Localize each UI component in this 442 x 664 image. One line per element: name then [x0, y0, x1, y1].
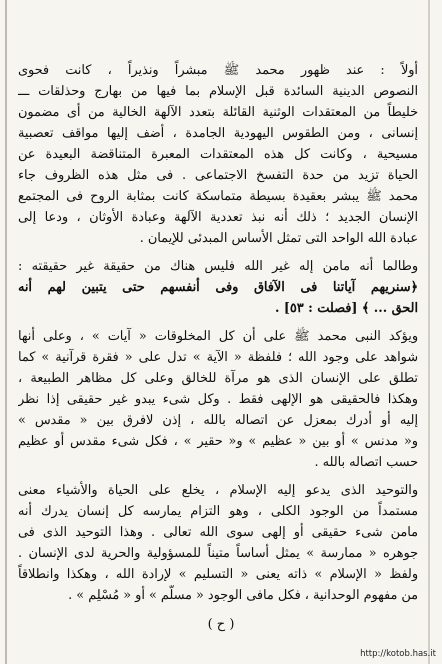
text-line: خليطاً من المعتقدات الوثنية القائلة بتعدد الآلهة الخالية من أى مضمون: [18, 105, 418, 120]
text-line: مستمداً من الوجود الكلى ، وهو التزام يمارسه كل إنسان يدرك أنه: [18, 504, 418, 519]
text-line: مسيحية ، وكانت كل هذه المعتقدات المعبرة المتناقضة البعيدة عن: [18, 147, 418, 162]
text-line: ولفظ « الإسلام » ذاته يعنى « التسليم » لإرادة الله ، وهكذا وانطلاقاً: [18, 567, 418, 582]
text-line: إليه أو أدرك بمعزل عن اتصاله بالله ، إذن لافرق بين « مقدس »: [18, 413, 418, 428]
paragraph-gap: [18, 473, 418, 480]
text-line: جوهره « ممارسة » يمثل أساساً متيناً للمسؤولية والحرية لدى الإنسان .: [18, 546, 418, 561]
text-line: مامن شىء حقيقى أو إلهى سوى الله تعالى . وهذا التوحيد الذى فى: [18, 525, 418, 540]
text-line: من مفهوم الوحدانية ، فكل مافى الوجود « مسلَّم » أو « مُسْلِم » .: [68, 588, 418, 603]
text-line: إنسانى ، ومن الطقوس اليهودية الجامدة ، أضف إليها مواقف تعصبية: [18, 126, 418, 141]
text-line: والتوحيد الذى يدعو إليه الإسلام ، يخلع على الحياة والأشياء معنى: [18, 483, 418, 498]
quran-verse-line: الحق ... ﴾ [فصلت : ٥٣] .: [274, 301, 418, 316]
text-line: تطلق على الإنسان الذى هو مرآة للخالق وعلى كل مظاهر الطبيعة ،: [18, 371, 418, 386]
paragraph: [18, 60, 418, 249]
text-line: حسب اتصاله بالله .: [314, 455, 418, 470]
paragraph-gap: [18, 319, 418, 326]
text-line: و« مدنس » أو بين « عظيم » و« حقير » ، فكل شىء مقدس أو عظيم: [18, 434, 418, 449]
scan-edge-right: [428, 0, 430, 664]
paragraph-gap: [18, 249, 418, 256]
text-line: شواهد على وجود الله ؛ فلفظة « الآية » تدل على « فقرة قرآنية » كما: [18, 350, 418, 365]
text-line: النصوص الدينية السائدة قبل الإسلام بما فيها من بهارج وحذلقات ـــ: [18, 84, 418, 99]
text-line: محمد ﷺ يبشر بعقيدة بسيطة متماسكة كانت بمثابة الروح فى المجتمع: [18, 189, 418, 204]
paragraph: [18, 480, 418, 606]
body-text: [18, 60, 418, 606]
text-line: الحياة تزيد من حدة التفسخ الاجتماعى . فى مثل هذه الظروف جاء: [18, 168, 418, 183]
scan-edge-left: [5, 0, 7, 664]
text-line: وهكذا فالحقيقى هو الإلهى فقط . وكل شىء يبدو غير حقيقى إذا نظر: [18, 392, 418, 407]
source-url-watermark: http://kotob.has.it: [360, 649, 436, 659]
text-line: عبادة الله الواحد التى تمثل الأساس المبدئى للإيمان .: [139, 231, 418, 246]
text-line: وطالما أنه مامن إله غير الله فليس هناك من حقيقة غير حقيقته :: [18, 259, 418, 274]
paragraph: [18, 326, 418, 473]
text-line: أولاً : عند ظهور محمد ﷺ مبشراً ونذيراً ، كانت فحوى: [18, 63, 418, 78]
text-line: ويؤكد النبى محمد ﷺ على أن كل المخلوقات « آيات » ، وعلى أنها: [18, 329, 418, 344]
quran-verse-line: ﴿سنريهم آياتنا فى الآفاق وفى أنفسهم حتى يتبين لهم أنه: [18, 280, 418, 295]
paragraph: [18, 256, 418, 319]
text-line: الإنسان الجديد ؛ ذلك أنه نبذ تعددية الآلهة وعبادة الأوثان ، ودعا إلى: [18, 210, 418, 225]
page-number: ( ح ): [207, 617, 235, 632]
